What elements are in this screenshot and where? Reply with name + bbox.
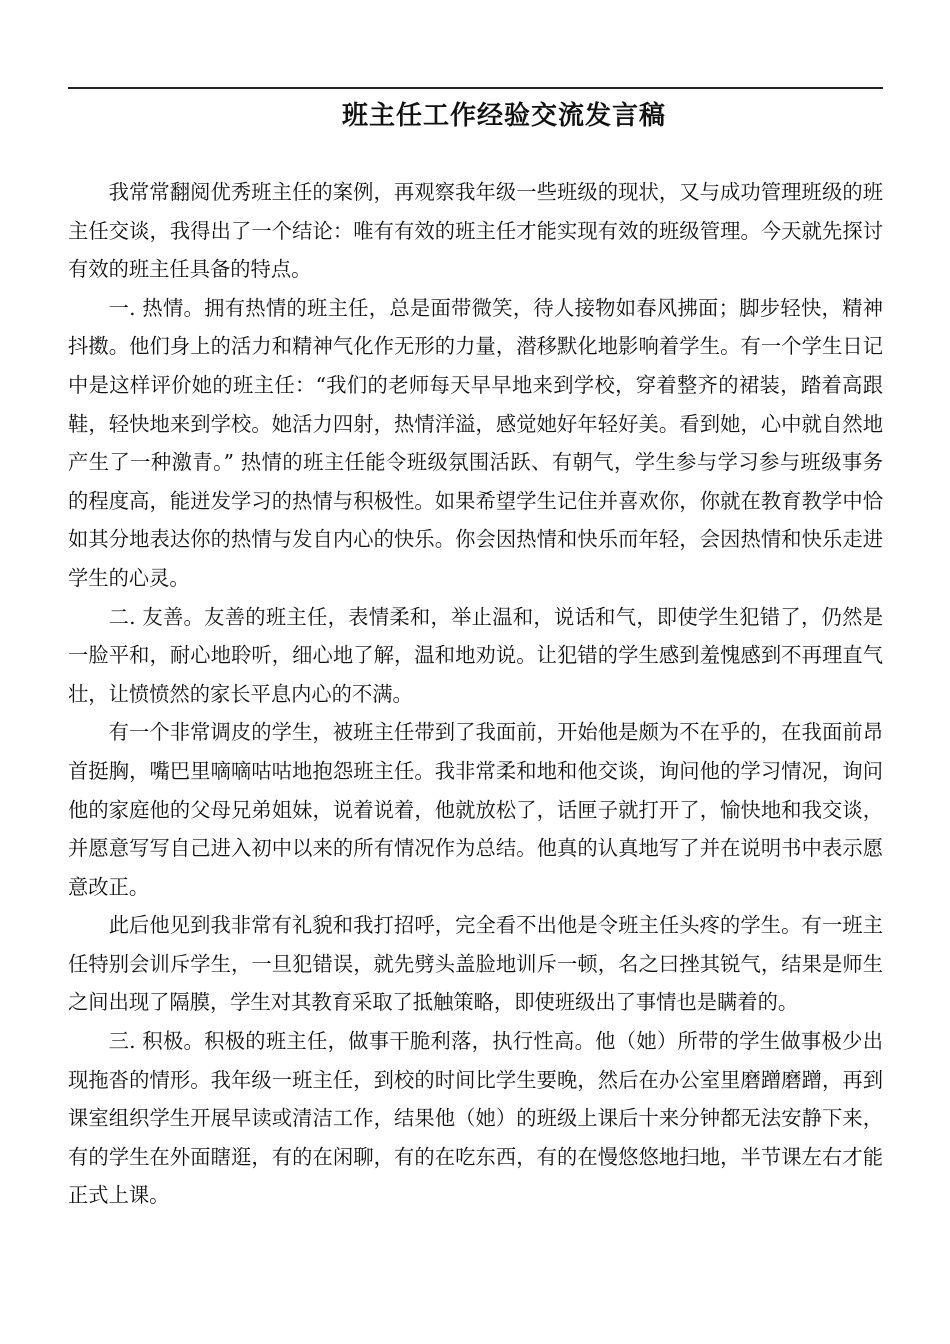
paragraph-intro: 我常常翻阅优秀班主任的案例，再观察我年级一些班级的现状，又与成功管理班级的班主任交谈，我得出了一个结论：唯有有效的班主任才能实现有效的班级管理。今天就先探讨有效的班主任具备的特点。 — [68, 180, 883, 282]
paragraph-aftermath: 此后他见到我非常有礼貌和我打招呼，完全看不出他是令班主任头疼的学生。有一班主任特别会训斥学生，一旦犯错误，就先劈头盖脸地训斥一顿，名之曰挫其锐气，结果是师生之间出现了隔膜，学生对其教育采取了抵触策略，即使班级出了事情也是瞒着的。 — [68, 913, 883, 1015]
document-body — [68, 173, 883, 1215]
header-rule — [68, 87, 883, 89]
paragraph-enthusiasm: 一. 热情。拥有热情的班主任，总是面带微笑，待人接物如春风拂面；脚步轻快，精神抖擞。他们身上的活力和精神气化作无形的力量，潜移默化地影响着学生。有一个学生日记中是这样评价她的班主任：“我们的老师每天早早地来到学校，穿着整齐的裙装，踏着高跟鞋，轻快地来到学校。她活力四射，热情洋溢，感觉她好年轻好美。看到她，心中就自然地产生了一种激青。” 热情的班主任能令班级氛围活跃、有朝气，学生参与学习参与班级事务的程度高，能迸发学习的热情与积极性。如果希望学生记住并喜欢你，你就在教育教学中恰如其分地表达你的热情与发自内心的快乐。你会因热情和快乐而年轻，会因热情和快乐走进学生的心灵。 — [68, 295, 883, 590]
paragraph-friendliness: 二. 友善。友善的班主任，表情柔和，举止温和，说话和气，即使学生犯错了，仍然是一脸平和，耐心地聆听，细心地了解，温和地劝说。让犯错的学生感到羞愧感到不再理直气壮，让愤愤然的家长平息内心的不满。 — [68, 604, 883, 706]
document-title: 班主任工作经验交流发言稿 — [341, 101, 666, 131]
paragraph-proactivity: 三. 积极。积极的班主任，做事干脆利落，执行性高。他（她）所带的学生做事极少出现拖沓的情形。我年级一班主任，到校的时间比学生要晚，然后在办公室里磨蹭磨蹭，再到课室组织学生开展早读或清洁工作，结果他（她）的班级上课后十来分钟都无法安静下来，有的学生在外面瞎逛，有的在闲聊，有的在吃东西，有的在慢悠悠地扫地，半节课左右才能正式上课。 — [68, 1029, 883, 1208]
paragraph-student-story: 有一个非常调皮的学生，被班主任带到了我面前，开始他是颇为不在乎的，在我面前昂首挺胸，嘴巴里嘀嘀咕咕地抱怨班主任。我非常柔和地和他交谈，询问他的学习情况，询问他的家庭他的父母兄弟姐妹，说着说着，他就放松了，话匣子就打开了，愉快地和我交谈，并愿意写写自己进入初中以来的所有情况作为总结。他真的认真地写了并在说明书中表示愿意改正。 — [68, 720, 883, 899]
